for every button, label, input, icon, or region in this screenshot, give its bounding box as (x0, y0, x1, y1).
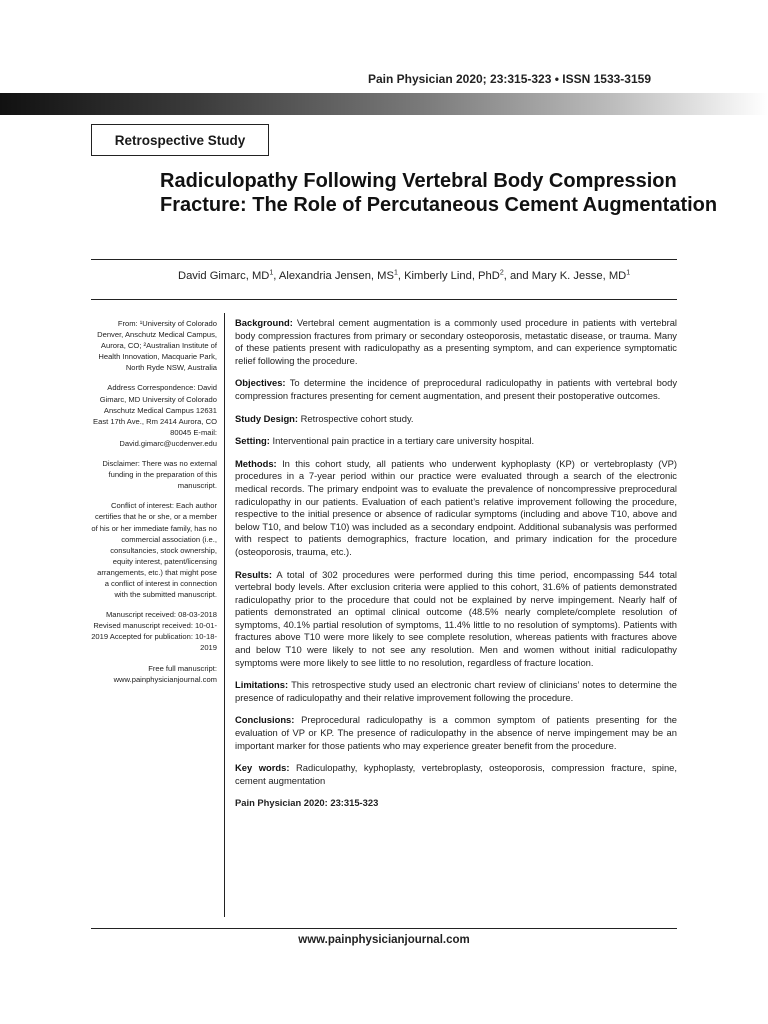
free-manuscript: Free full manuscript: www.painphysicianjournal.com (113, 663, 217, 684)
study-type-label: Retrospective Study (114, 132, 246, 148)
journal-url[interactable]: www.painphysicianjournal.com (298, 934, 470, 946)
abstract-citation: Pain Physician 2020: 23:315-323 (235, 797, 379, 809)
title-divider (91, 259, 677, 260)
header-gradient-bar (0, 93, 768, 115)
address-correspondence: Address Correspondence: David Gimarc, MD University of Colorado Anschutz Medical Campus 12631 East 17th Ave., Rm 2414 Aurora, CO 80045 E-mail: David.gimarc@ucdenver.edu (93, 383, 217, 448)
article-info-sidebar (91, 318, 217, 694)
abstract-objectives: Objectives: To determine the incidence of preprocedural radiculopathy in patients with vertebral body compression fractures presenting for cement augmentation, and present their postoperative outcomes. (235, 377, 678, 401)
abstract-study-design: Study Design: Retrospective cohort study. (235, 412, 414, 424)
manuscript-dates: Manuscript received: 08-03-2018 Revised manuscript received: 10-01-2019 Accepted for publication: 10-18-2019 (91, 610, 217, 653)
column-divider (224, 313, 225, 917)
abstract-setting: Setting: Interventional pain practice in a tertiary care university hospital. (235, 435, 535, 447)
author-4: Mary K. Jesse, $MD^1$ (531, 269, 631, 282)
abstract-background: Background: Vertebral cement augmentation is a commonly used procedure in patients with vertebral body compression fractures from primary or secondary osteoporosis, metastatic disease, or trauma. Many of these patients present with radiculopathy as a presenting symptom, and can experience symptomatic relief following the procedure. (235, 317, 677, 366)
journal-citation: Pain Physician 2020; 23:315-323 • ISSN 1533-3159 (367, 72, 651, 86)
abstract-results: Results: A total of 302 procedures were performed during this time period, encompassing 544 total vertebral body levels. After exclusion criteria were applied to this cohort, 31.6% of patients demonstrated radiculopathy prior to the procedure that could not be explained by nerve impingement. Nearly half of patients demonstrated an optimal clinical outcome (48.5% nearly complete/complete resolution of symptoms, 40.1% partial resolution of symptoms, 11.4% little to no resolution of symptoms). Patients with fractures above T10 were more likely to see complete resolution, whereas patients with fractures above and below T10 were likely to not see any resolution. Men and women without initial radiculopathy symptoms were more likely to see little to no resolution, regardless of fracture location. (235, 568, 677, 668)
abstract-key-words: Key words: Radiculopathy, kyphoplasty, vertebroplasty, osteoporosis, compression fracture, spine, cement augmentation (235, 762, 677, 786)
affiliations: From: ¹University of Colorado Denver, Anschutz Medical Campus, Aurora, CO; ²Australian Institute of Health Innovation, Macquarie Park, North Ryde NSW, Australia (97, 319, 217, 373)
footer-divider (91, 928, 677, 929)
disclaimer: Disclaimer: There was no external funding in the preparation of this manuscript. (102, 459, 217, 491)
conflict-of-interest: Conflict of interest: Each author certifies that he or she, or a member of his or her immediate family, has no commercial association (i.e., consultancies, stock ownership, equity interest, patent/licensing arrangements, etc.) that might pose a conflict of interest in connection with the submitted manuscript. (91, 501, 217, 600)
author-1: David Gimarc, $MD^1$, (178, 269, 279, 282)
author-2: Alexandria Jensen, $MS^1$, (278, 269, 405, 282)
study-type-box (91, 124, 269, 156)
abstract-conclusions: Conclusions: Preprocedural radiculopathy is a common symptom of patients presenting for the evaluation of VP or KP. The presence of radiculopathy in the absence of nerve impingement may be an important marker for those patients who may experience greater benefit from the procedure. (235, 714, 677, 751)
article-title: Radiculopathy Following Vertebral Body Compression Fracture: The Role of Percutaneous Cement Augmentation (160, 170, 718, 216)
abstract-methods: Methods: In this cohort study, all patients who underwent kyphoplasty (KP) or vertebroplasty (VP) procedures in a 7-year period within our practice were evaluated through a search of the electronic medical records. The primary endpoint was to evaluate the prevalence of noncompressive preprocedural radiculopathy in our patients. Evaluation of each patient’s relative improvement following the procedure, respective to the initial presence or absence of radicular symptoms (including and above T10, above and below T10, and below T10) was included as a secondary endpoint. Additional subanalysis was performed with respect to patients demographics, fracture location, and primary indication for the procedure (osteoporosis, trauma, etc.). (235, 457, 677, 557)
abstract (235, 317, 677, 820)
abstract-limitations: Limitations: This retrospective study used an electronic chart review of clinicians’ notes to determine the presence of radiculopathy and their relative improvement following the procedure. (235, 679, 677, 703)
author-list (178, 269, 630, 282)
author-3: Kimberly Lind, PhD$^2$, and (404, 269, 532, 282)
authors-divider (91, 299, 677, 300)
